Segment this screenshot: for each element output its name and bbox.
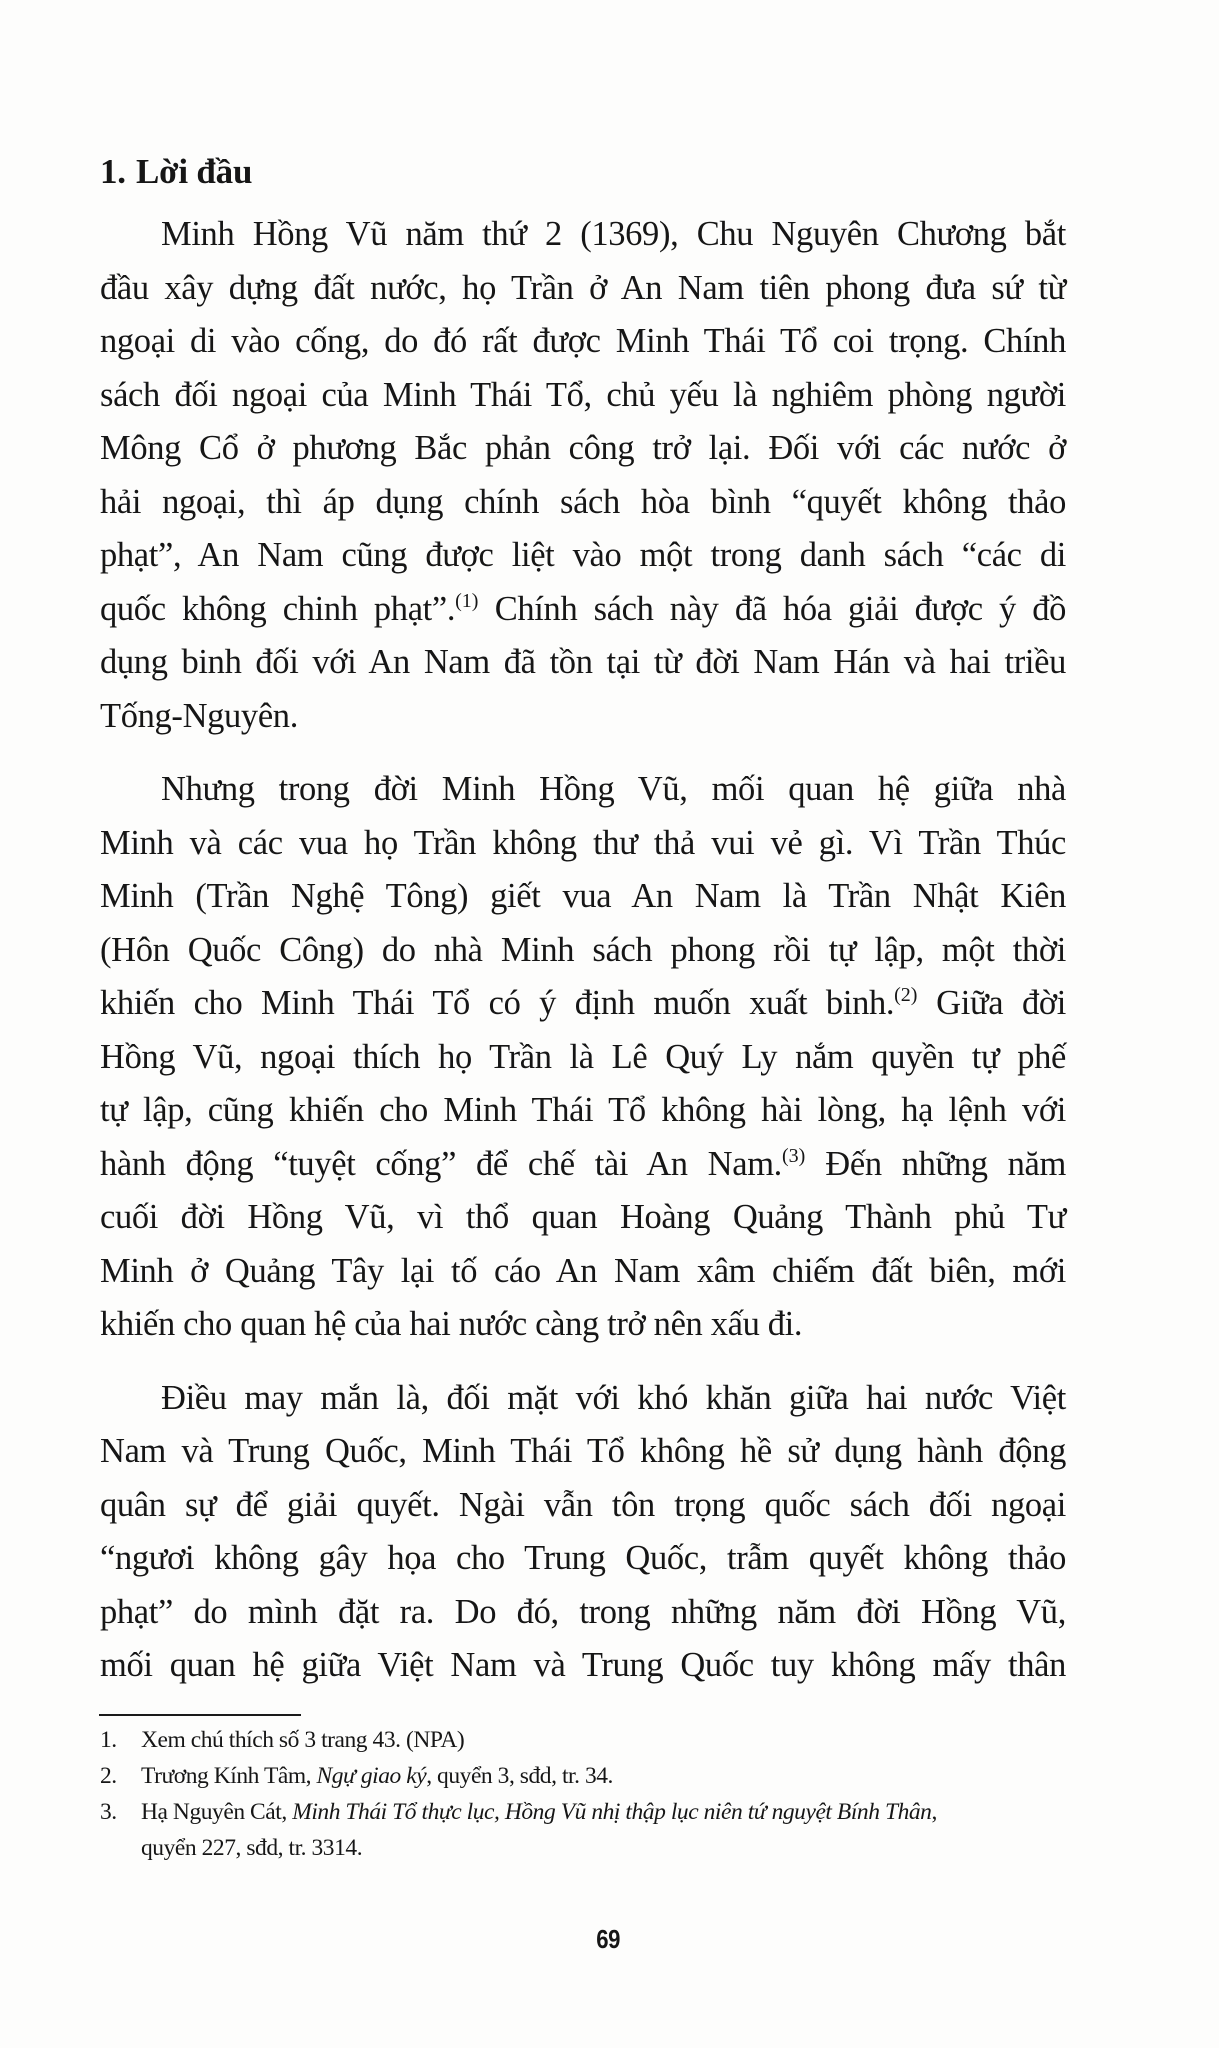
footnote-text (141, 1758, 1070, 1794)
text-segment: khiến cho Minh Thái Tổ có ý định muốn xuất binh. (100, 984, 895, 1022)
text-line: khiến cho quan hệ của hai nước càng trở nên xấu đi. (100, 1305, 803, 1343)
footnote-ref-1[interactable]: (1) (455, 589, 479, 612)
text-line: cuối đời Hồng Vũ, vì thổ quan Hoàng Quảng Thành phủ Tư (100, 1198, 1066, 1236)
footnote-number: 1. (100, 1727, 117, 1753)
text-line: đầu xây dựng đất nước, họ Trần ở An Nam tiên phong đưa sứ từ (100, 268, 1066, 307)
footnote-1 (100, 1722, 1070, 1758)
text-segment: quốc không chinh phạt”. (100, 589, 456, 628)
page-body (100, 146, 1066, 1713)
footnote-book-title: Minh Thái Tổ thực lục, Hồng Vũ nhị thập lục niên tứ nguyệt Bính Thân (292, 1799, 932, 1825)
paragraph-3 (100, 1372, 1066, 1693)
footnote-author: Hạ Nguyên Cát, (141, 1799, 293, 1825)
footnote-3 (100, 1794, 1070, 1866)
text-line: “ngươi không gây họa cho Trung Quốc, trẫm quyết không thảo (100, 1539, 1066, 1577)
page-number: 69 (596, 1924, 620, 1954)
paragraph-2 (100, 763, 1066, 1352)
text-line (100, 583, 1066, 637)
text-line: Tống-Nguyên. (100, 696, 298, 735)
text-line: mối quan hệ giữa Việt Nam và Trung Quốc tuy không mấy thân (100, 1646, 1066, 1684)
section-number: 1. (100, 152, 126, 191)
text-line: Minh ở Quảng Tây lại tố cáo An Nam xâm chiếm đất biên, mới (100, 1251, 1066, 1290)
text-line: sách đối ngoại của Minh Thái Tổ, chủ yếu là nghiêm phòng người (100, 375, 1066, 414)
text-line: Minh và các vua họ Trần không thư thả vui vẻ gì. Vì Trần Thúc (100, 823, 1066, 862)
text-line: ngoại di vào cống, do đó rất được Minh Thái Tổ coi trọng. Chính (100, 322, 1066, 360)
footnote-number: 3. (100, 1799, 117, 1825)
text-line: Minh (Trần Nghệ Tông) giết vua An Nam là Trần Nhật Kiên (100, 877, 1066, 915)
section-heading (100, 146, 1066, 198)
text-line: hải ngoại, thì áp dụng chính sách hòa bình “quyết không thảo (100, 482, 1066, 521)
text-line: phạt”, An Nam cũng được liệt vào một trong danh sách “các di (100, 536, 1066, 574)
paragraph-1 (100, 208, 1066, 743)
footnote-book-title: Ngự giao ký (316, 1763, 427, 1789)
text-line: Mông Cổ ở phương Bắc phản công trở lại. Đối với các nước ở (100, 429, 1066, 467)
text-line: dụng binh đối với An Nam đã tồn tại từ đời Nam Hán và hai triều (100, 643, 1066, 681)
section-title: Lời đầu (136, 152, 253, 191)
text-segment: hành động “tuyệt cống” để chế tài An Nam. (100, 1144, 782, 1183)
text-line: Nam và Trung Quốc, Minh Thái Tổ không hề sử dụng hành động (100, 1432, 1066, 1470)
footnote-divider (99, 1714, 301, 1716)
text-line: phạt” do mình đặt ra. Do đó, trong những năm đời Hồng Vũ, (100, 1592, 1066, 1631)
footnote-author: Trương Kính Tâm, (141, 1763, 317, 1789)
text-line (100, 977, 1066, 1031)
text-line: Điều may mắn là, đối mặt với khó khăn giữa hai nước Việt (161, 1378, 1066, 1417)
text-segment: Đến những năm (805, 1144, 1066, 1183)
footnote-text (141, 1794, 1070, 1866)
text-line: tự lập, cũng khiến cho Minh Thái Tổ không hài lòng, hạ lệnh với (100, 1091, 1066, 1129)
text-line: Minh Hồng Vũ năm thứ 2 (1369), Chu Nguyên Chương bắt (161, 215, 1066, 253)
footnote-ref-3[interactable]: (3) (781, 1144, 806, 1167)
text-segment: Giữa đời (917, 984, 1066, 1022)
footnote-number: 2. (100, 1763, 117, 1789)
footnote-citation: , (931, 1799, 937, 1825)
text-line (100, 1138, 1066, 1192)
text-line: Hồng Vũ, ngoại thích họ Trần là Lê Quý Ly nắm quyền tự phế (100, 1037, 1066, 1076)
footnote-text: Xem chú thích số 3 trang 43. (NPA) (141, 1727, 465, 1753)
text-line: (Hôn Quốc Công) do nhà Minh sách phong rồi tự lập, một thời (100, 930, 1066, 969)
text-line: Nhưng trong đời Minh Hồng Vũ, mối quan hệ giữa nhà (161, 770, 1066, 808)
text-line: quân sự để giải quyết. Ngài vẫn tôn trọng quốc sách đối ngoại (100, 1485, 1066, 1524)
text-segment: Chính sách này đã hóa giải được ý đồ (478, 589, 1066, 628)
footnote-citation-cont: quyển 227, sđd, tr. 3314. (141, 1835, 363, 1861)
footnotes (100, 1722, 1070, 1866)
footnote-ref-2[interactable]: (2) (894, 984, 918, 1006)
footnote-2 (100, 1758, 1070, 1794)
footnote-citation: , quyển 3, sđd, tr. 34. (426, 1763, 613, 1789)
